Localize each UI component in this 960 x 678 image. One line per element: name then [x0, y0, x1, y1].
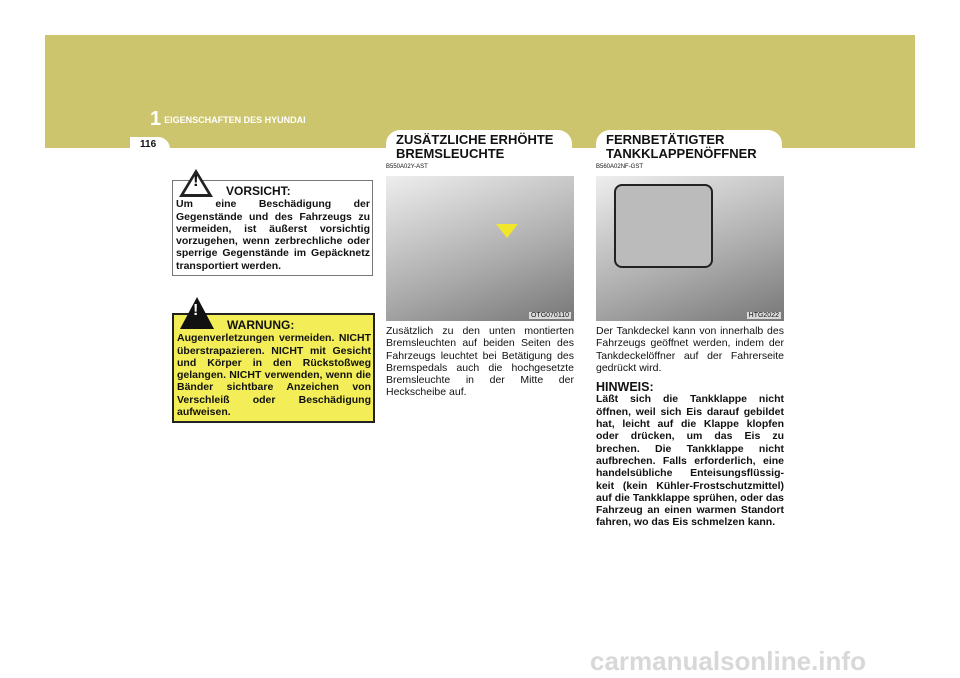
caution-text: Um eine Beschädigung der Gegenstände und des Fahrzeugs zu vermeiden, ist äußerst vorsichtig vorzugehen, wenn zerbrechliche oder sperrige Gegenstände im Gepäcknetz transportiert werden. [176, 198, 370, 272]
arrow-down-icon [496, 224, 518, 238]
section2-title: FERNBETÄTIGTER TANKKLAPPENÖFFNER [606, 132, 757, 161]
chapter-heading [150, 108, 306, 131]
caution-title: VORSICHT: [226, 184, 291, 198]
chapter-title: EIGENSCHAFTEN DES HYUNDAI [164, 115, 306, 125]
caution-box [172, 171, 373, 276]
chapter-number: 1 [150, 108, 162, 130]
section1-code: B550A02Y-AST [386, 164, 428, 170]
section2-text: Der Tankdeckel kann von innerhalb des Fahrzeugs geöffnet werden, indem der Tankdeckelöffner auf der Fahrerseite gedrückt wird. [596, 325, 784, 374]
section1-title: ZUSÄTZLICHE ERHÖHTE BREMSLEUCHTE [396, 132, 554, 161]
exclamation-icon: ! [193, 171, 199, 190]
detail-inset [614, 184, 713, 268]
section1-text: Zusätzlich zu den unten montierten Bremsleuchten auf beiden Seiten des Fahrzeugs leuchtet bei Betätigung des Bremspedals auch die hochgesetzte Bremsleuchte in der Mitte der Heckscheibe auf. [386, 325, 574, 399]
note-text: Läßt sich die Tankklappe nicht öffnen, weil sich Eis darauf gebildet hat, leicht auf die Klappe klopfen oder drücken, um das Eis zu brechen. Die Tankklappe nicht aufbrechen. Falls erforderlich, eine handelsübliche Enteisungsflüssig-keit (kein Kühler-Frostschutzmittel) auf die Tankklappe sprühen, oder das Fahrzeug an einen warmen Standort fahren, wo das Eis schmelzen kann. [596, 393, 784, 529]
exclamation-icon: ! [193, 302, 199, 319]
warning-title: WARNUNG: [227, 318, 295, 332]
image-code: HTG2022 [748, 312, 779, 319]
watermark: carmanualsonline.info [590, 646, 866, 676]
fuel-door-opener-image [596, 176, 784, 321]
section2-code: B560A02NF-GST [596, 164, 644, 170]
brake-light-image [386, 176, 574, 321]
image-code: OTG070110 [530, 312, 569, 319]
note-title: HINWEIS: [596, 380, 654, 395]
page-number: 116 [140, 139, 157, 150]
warning-text: Augenverletzungen vermeiden. NICHT überstrapazieren. NICHT mit Gesicht und Körper in den Rückstoßweg gelangen. NICHT verwenden, wenn die Bänder sichtbare Anzeichen von Verschleiß oder Beschädigung aufweisen. [177, 332, 371, 419]
section2-body [596, 325, 784, 529]
warning-box [172, 302, 375, 423]
